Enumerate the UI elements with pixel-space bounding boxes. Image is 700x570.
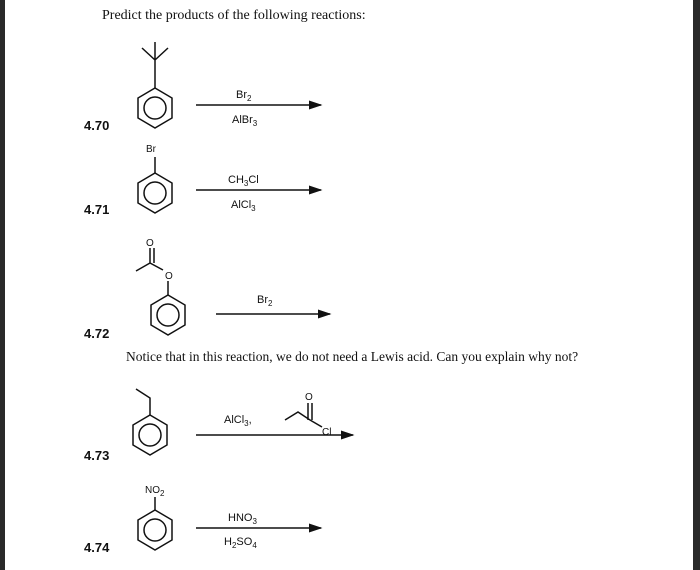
aromatic-circle: [157, 304, 179, 326]
reagent-4-70-bottom: AlBr$_3$: [232, 114, 258, 128]
molecule-4-73: [133, 389, 167, 455]
molecule-4-71: [138, 157, 172, 213]
reagent-4-74-top: $HNO_3$: [228, 512, 257, 526]
molecule-4-74: [138, 497, 172, 550]
reagent-4-71-bottom: AlCl$_3$: [231, 199, 256, 213]
problem-number-4-72: 4.72: [84, 326, 110, 341]
reagent-4-74-bottom: $H_2SO_4$: [224, 536, 257, 550]
acetoxy-group: [136, 248, 168, 295]
reagent-4-73-top: AlCl$_3$,: [224, 414, 252, 428]
problem-number-4-74: 4.74: [84, 540, 110, 555]
aromatic-circle: [144, 97, 166, 119]
tert-butyl-group: [142, 42, 168, 88]
reagent-4-70-top: $Br_2$: [236, 89, 252, 103]
benzene-ring: [151, 295, 185, 335]
lewis-acid-note: Notice that in this reaction, we do not need a Lewis acid. Can you explain why not?: [126, 349, 579, 364]
carbonyl-oxygen-label: O: [146, 238, 154, 249]
reagent-4-71-top: $CH_3Cl$: [228, 174, 259, 188]
problem-number-4-73: 4.73: [84, 448, 110, 463]
acyl-oxygen-label: O: [305, 392, 313, 403]
chloride-label: Cl: [322, 427, 332, 438]
ester-oxygen-label: O: [165, 271, 173, 282]
benzene-ring: [138, 173, 172, 213]
molecule-4-72: [136, 248, 185, 335]
benzene-ring: [138, 88, 172, 128]
benzene-ring: [133, 415, 167, 455]
molecule-4-70: [138, 42, 172, 128]
nitro-label: $NO_2$: [145, 485, 165, 498]
butanoyl-chloride: [285, 403, 322, 427]
benzene-ring: [138, 510, 172, 550]
problem-number-4-71: 4.71: [84, 202, 110, 217]
aromatic-circle: [144, 182, 166, 204]
ethyl-group: [136, 389, 150, 415]
problem-number-4-70: 4.70: [84, 118, 110, 133]
aromatic-circle: [144, 519, 166, 541]
aromatic-circle: [139, 424, 161, 446]
page-heading: Predict the products of the following reactions:: [102, 8, 366, 23]
reagent-4-72-top: $Br_2$: [257, 294, 273, 308]
bromo-label: Br: [146, 144, 156, 155]
